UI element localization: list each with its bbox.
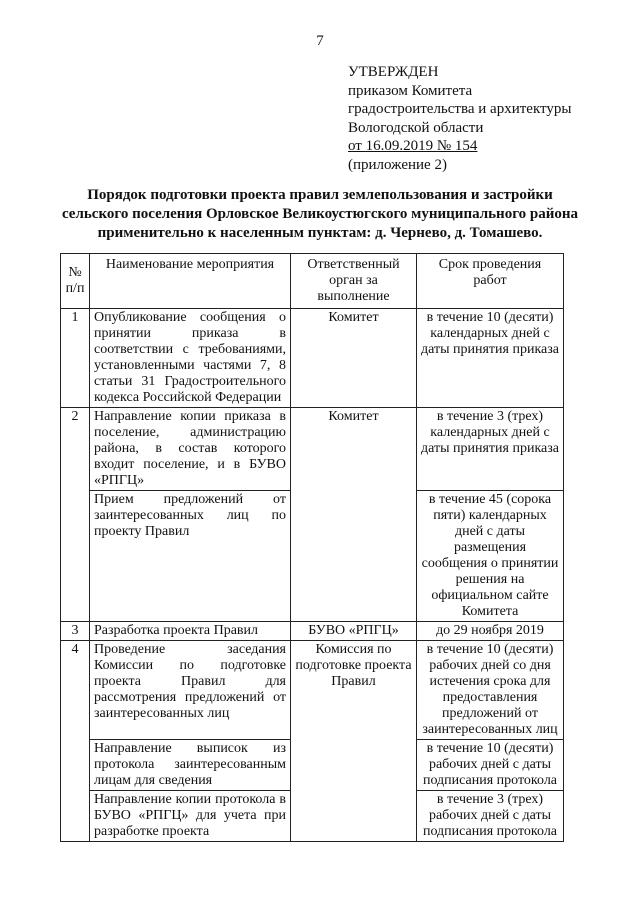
row-deadline: в течение 10 (десяти) рабочих дней с даты подписания протокола [417,740,564,791]
row-responsible: Комитет [291,309,417,408]
row-name: Прием предложений от заинтересованных лиц по проекту Правил [90,491,291,622]
document-title [30,186,610,243]
row-name: Опубликование сообщения о принятии приказа в соответствии с требованиями, установленными частями 7, 8 статьи 31 Градостроительного кодекса Российской Федерации [90,309,291,408]
row-name: Направление копии протокола в БУВО «РПГЦ» для учета при разработке проекта [90,791,291,842]
header-deadline: Срок проведения работ [417,254,564,309]
row-deadline: в течение 45 (сорока пяти) календарных дней с даты размещения сообщения о принятии решения на официальном сайте Комитета [417,491,564,622]
row-deadline: в течение 3 (трех) календарных дней с даты принятия приказа [417,408,564,491]
row-name: Проведение заседания Комиссии по подготовке проекта Правил для рассмотрения предложений от заинтересованных лиц [90,641,291,740]
header-responsible: Ответственный орган за выполнение [291,254,417,309]
table-header-row [61,254,564,309]
approval-line: Вологодской области [348,119,484,136]
table-row [61,408,564,491]
approval-order-date: от 16.09.2019 № 154 [348,138,478,154]
row-responsible: БУВО «РПГЦ» [291,622,417,641]
approval-appendix: (приложение 2) [348,156,447,173]
approval-line: приказом Комитета [348,82,473,99]
header-name: Наименование мероприятия [90,254,291,309]
table-row [61,641,564,740]
row-num: 3 [61,622,90,641]
row-deadline: в течение 10 (десяти) календарных дней с даты принятия приказа [417,309,564,408]
approval-block [348,63,571,174]
procedure-table [60,253,564,842]
row-name: Направление выписок из протокола заинтересованным лицам для сведения [90,740,291,791]
title-line: сельского поселения Орловское Великоустюгского муниципального района [61,206,579,222]
row-num: 2 [61,408,90,622]
title-line: Порядок подготовки проекта правил землепользования и застройки [87,187,553,203]
row-deadline: в течение 3 (трех) рабочих дней с даты подписания протокола [417,791,564,842]
approval-line: градостроительства и архитектуры [348,101,572,117]
table-row [61,622,564,641]
row-name: Разработка проекта Правил [90,622,291,641]
row-responsible: Комиссия по подготовке проекта Правил [291,641,417,842]
row-deadline: в течение 10 (десяти) рабочих дней со дня истечения срока для предоставления предложений от заинтересованных лиц [417,641,564,740]
header-num: № п/п [61,254,90,309]
row-responsible: Комитет [291,408,417,622]
row-num: 1 [61,309,90,408]
page-number: 7 [316,33,324,49]
approval-heading: УТВЕРЖДЕН [348,64,439,80]
title-line: применительно к населенным пунктам: д. Чернево, д. Томашево. [97,225,543,241]
table-row [61,309,564,408]
row-num: 4 [61,641,90,842]
row-name: Направление копии приказа в поселение, администрацию района, в состав которого входит поселение, и в БУВО «РПГЦ» [90,408,291,491]
row-deadline: до 29 ноября 2019 [417,622,564,641]
